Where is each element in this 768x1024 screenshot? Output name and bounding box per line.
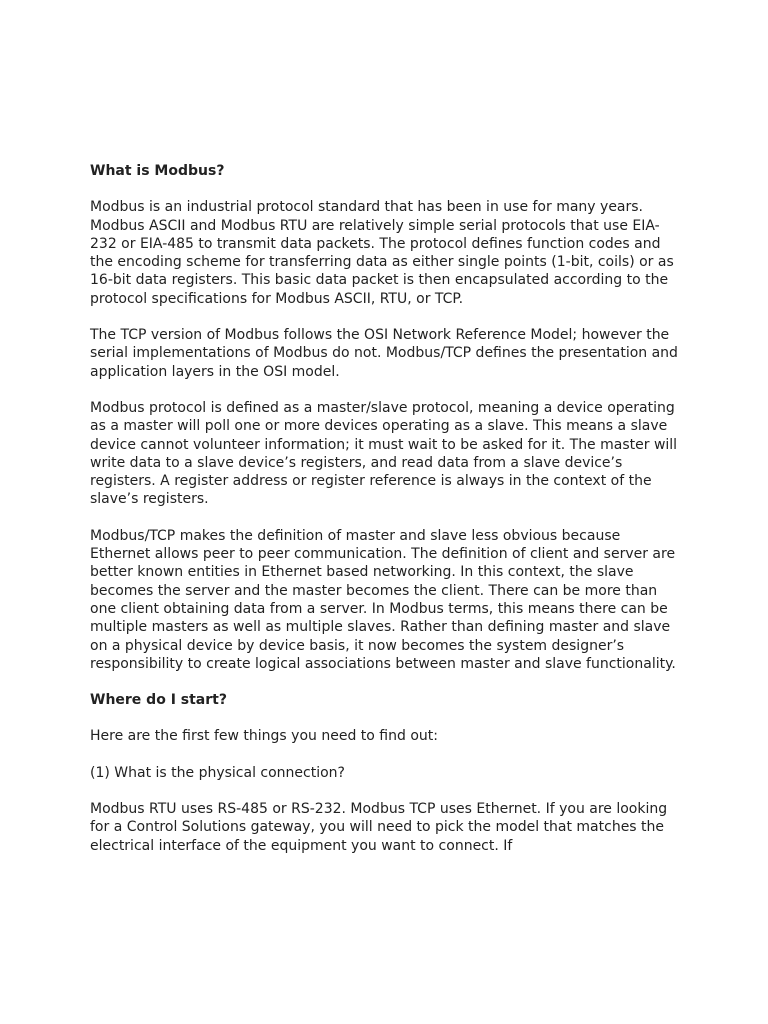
paragraph-tcp-osi: The TCP version of Modbus follows the OSI Network Reference Model; however the serial implementations of Modbus do not. Modbus/TCP defines the presentation and application layers in the OSI model.: [90, 327, 678, 380]
paragraph-master-slave: Modbus protocol is defined as a master/slave protocol, meaning a device operating as a master will poll one or more devices operating as a slave. This means a slave device cannot volunteer information; it must wait to be asked for it. The master will write data to a slave device’s registers, and read data from a slave device’s registers. A register address or register reference is always in the context of the slave’s registers.: [90, 399, 678, 508]
document-body: [90, 162, 682, 873]
paragraph-physical-connection-question: (1) What is the physical connection?: [90, 764, 345, 781]
paragraph-physical-connection-answer: Modbus RTU uses RS-485 or RS-232. Modbus TCP uses Ethernet. If you are looking for a Control Solutions gateway, you will need to pick the model that matches the electrical interface of the equipment you want to connect. If: [90, 801, 668, 854]
paragraph-modbus-intro: Modbus is an industrial protocol standard that has been in use for many years. Modbus ASCII and Modbus RTU are relatively simple serial protocols that use EIA-232 or EIA-485 to transmit data packets. The protocol defines function codes and the encoding scheme for transferring data as either single points (1-bit, coils) or as 16-bit data registers. This basic data packet is then encapsulated according to the protocol specifications for Modbus ASCII, RTU, or TCP.: [90, 199, 674, 307]
paragraph-modbus-tcp-client-server: Modbus/TCP makes the definition of master and slave less obvious because Ethernet allows peer to peer communication. The definition of client and server are better known entities in Ethernet based networking. In this context, the slave becomes the server and the master becomes the client. There can be more than one client obtaining data from a server. In Modbus terms, this means there can be multiple masters as well as multiple slaves. Rather than defining master and slave on a physical device by device basis, it now becomes the system designer’s responsibility to create logical associations between master and slave functionality.: [90, 527, 676, 672]
section-heading-what-is-modbus: What is Modbus?: [90, 163, 225, 179]
section-heading-where-do-i-start: Where do I start?: [90, 692, 227, 709]
paragraph-first-things: Here are the first few things you need to find out:: [90, 728, 438, 745]
